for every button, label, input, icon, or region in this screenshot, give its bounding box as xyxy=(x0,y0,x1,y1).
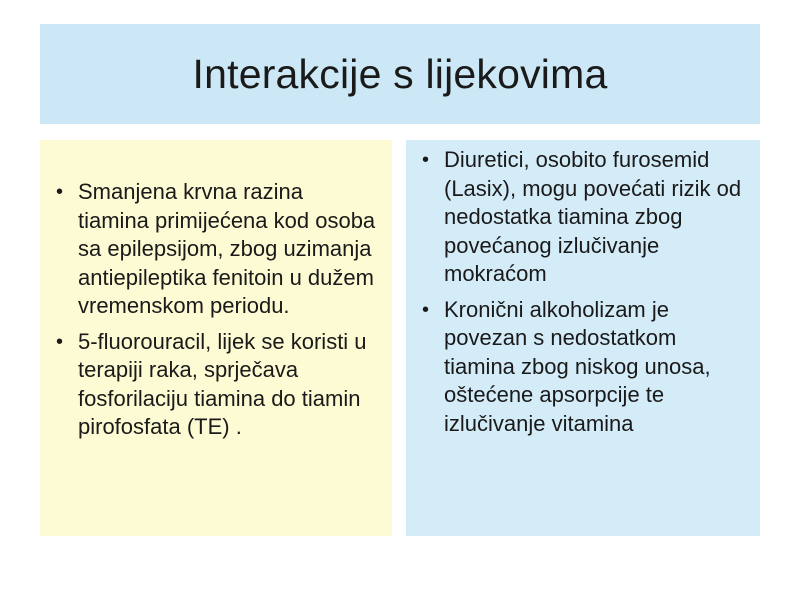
bullet-icon: • xyxy=(56,330,64,353)
title-bar xyxy=(40,24,760,124)
bullet-icon: • xyxy=(422,149,430,171)
left-bullet-item xyxy=(50,328,376,442)
left-bullet-text: 5-fluorouracil, lijek se koristi u terapiji raka, sprječava fosforilaciju tiamina do tiamin pirofosfata (TE) . xyxy=(78,328,367,439)
left-bullet-text: Smanjena krvna razina tiamina primijećena kod osoba sa epilepsijom, zbog uzimanja antiepileptika fenitoin u dužem vremenskom periodu. xyxy=(78,179,376,318)
bullet-icon: • xyxy=(56,181,64,203)
right-panel xyxy=(406,140,760,536)
right-bullet-text: Kronični alkoholizam je povezan s nedostatkom tiamina zbog niskog unosa, oštećene apsorpcije te izlučivanje vitamina xyxy=(444,296,711,436)
left-bullet-list xyxy=(50,178,376,442)
right-bullet-list xyxy=(416,146,746,438)
bullet-icon: • xyxy=(422,298,430,321)
right-bullet-item xyxy=(416,296,746,439)
slide-title: Interakcije s lijekovima xyxy=(192,50,608,97)
right-bullet-item xyxy=(416,146,746,289)
left-panel xyxy=(40,140,392,536)
left-bullet-item xyxy=(50,178,376,321)
right-bullet-text: Diuretici, osobito furosemid (Lasix), mogu povećati rizik od nedostatka tiamina zbog povećanog izlučivanje mokraćom xyxy=(444,147,742,286)
